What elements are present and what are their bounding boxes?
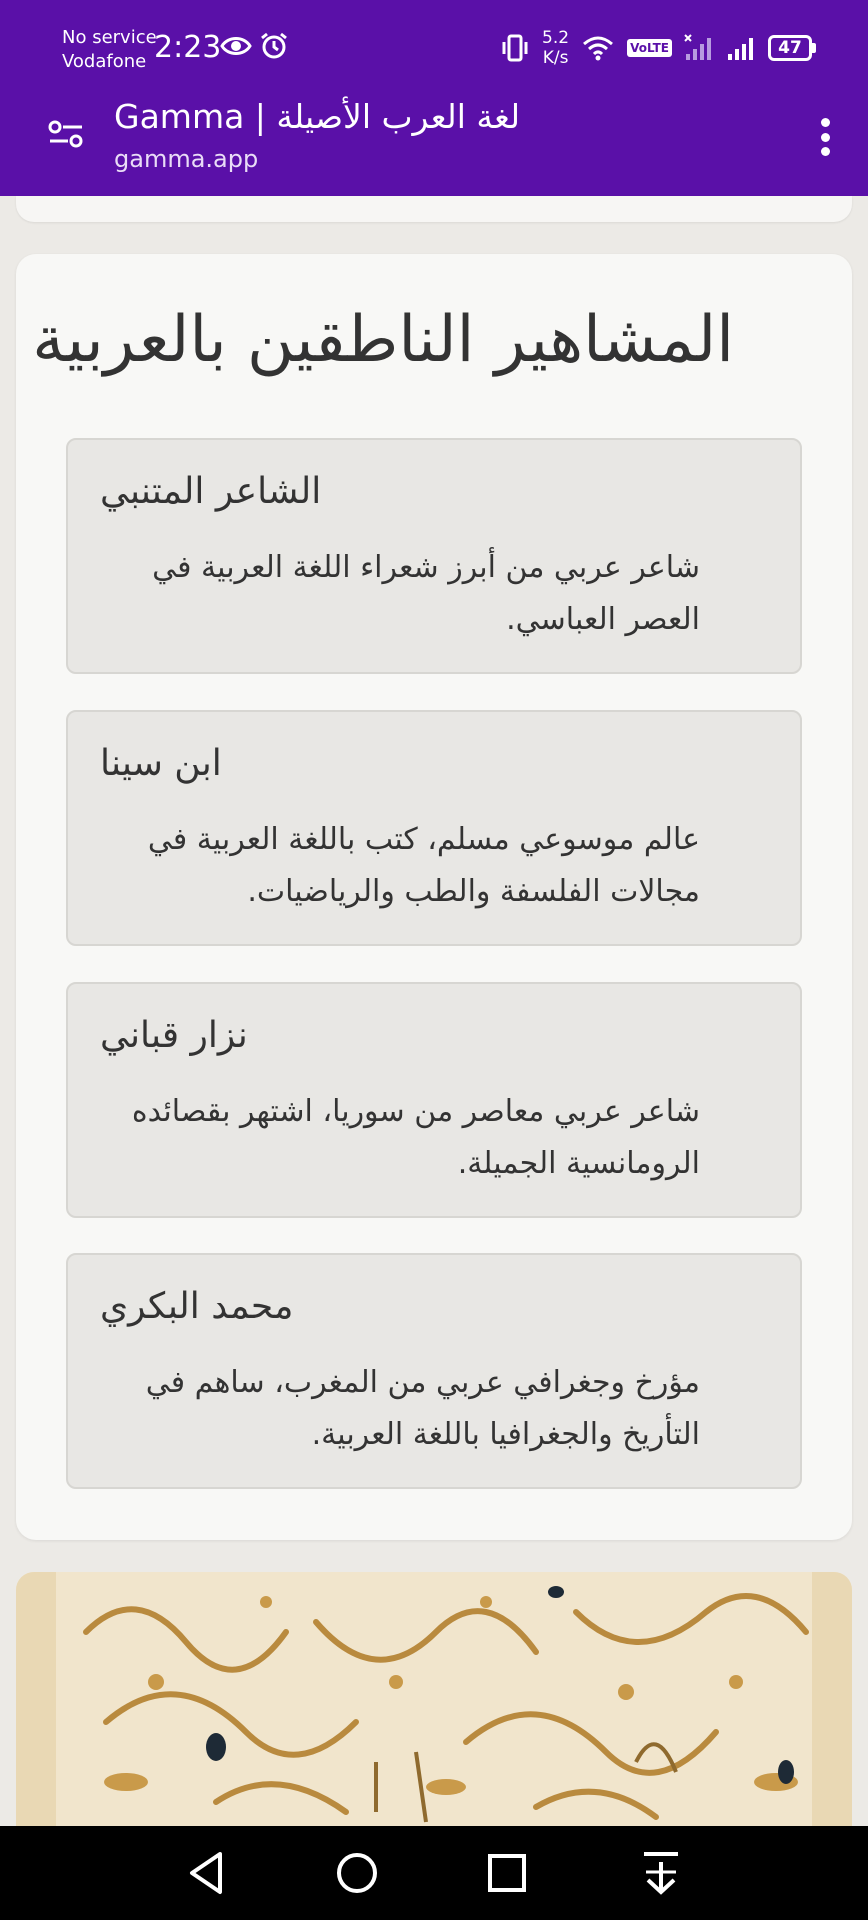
carrier-line-1: No service	[62, 27, 157, 48]
page-domain: gamma.app	[114, 145, 259, 173]
person-card	[66, 1253, 802, 1489]
person-name: نزار قباني	[100, 1015, 248, 1056]
status-icons	[500, 26, 816, 70]
home-icon[interactable]	[330, 1848, 384, 1898]
person-card	[66, 982, 802, 1218]
top-bar	[0, 0, 868, 196]
eye-icon	[220, 34, 252, 58]
signal-sim2-icon	[684, 34, 714, 62]
battery-icon	[768, 35, 816, 61]
back-icon[interactable]	[180, 1848, 234, 1898]
more-vert-icon[interactable]	[820, 118, 830, 156]
status-time: 2:23	[154, 30, 222, 65]
page-title: Gamma | لغة العرب الأصيلة	[114, 97, 521, 136]
alarm-icon	[260, 32, 288, 60]
notification-pull-icon[interactable]	[634, 1848, 688, 1898]
net-speed	[542, 28, 569, 68]
section-heading: المشاهير الناطقين بالعربية	[32, 303, 734, 377]
volte-badge: VoLTE	[627, 39, 672, 57]
recents-icon[interactable]	[480, 1848, 534, 1898]
person-name: الشاعر المتنبي	[100, 471, 322, 512]
battery-level: 47	[768, 35, 812, 61]
calligraphy-art	[16, 1572, 852, 1832]
system-nav-bar	[0, 1826, 868, 1920]
person-name: محمد البكري	[100, 1286, 294, 1327]
carrier-line-2: Vodafone	[62, 51, 147, 72]
person-description: عالم موسوعي مسلم، كتب باللغة العربية في مجالات الفلسفة والطب والرياضيات.	[147, 822, 700, 909]
person-description: مؤرخ وجغرافي عربي من المغرب، ساهم في التأريخ والجغرافيا باللغة العربية.	[145, 1365, 700, 1452]
net-speed-unit: K/s	[542, 48, 569, 68]
person-card	[66, 710, 802, 946]
previous-card-edge	[16, 196, 852, 222]
tune-icon[interactable]	[48, 118, 84, 150]
person-description: شاعر عربي من أبرز شعراء اللغة العربية في العصر العباسي.	[152, 550, 700, 637]
person-description: شاعر عربي معاصر من سوريا، اشتهر بقصائده الرومانسية الجميلة.	[131, 1094, 700, 1181]
signal-sim1-icon	[726, 34, 756, 62]
vibrate-icon	[500, 33, 530, 63]
wifi-icon	[581, 34, 615, 62]
carrier-info	[62, 26, 157, 74]
calligraphy-image	[16, 1572, 852, 1832]
person-card	[66, 438, 802, 674]
person-name: ابن سينا	[100, 743, 222, 784]
net-speed-value: 5.2	[542, 28, 570, 48]
